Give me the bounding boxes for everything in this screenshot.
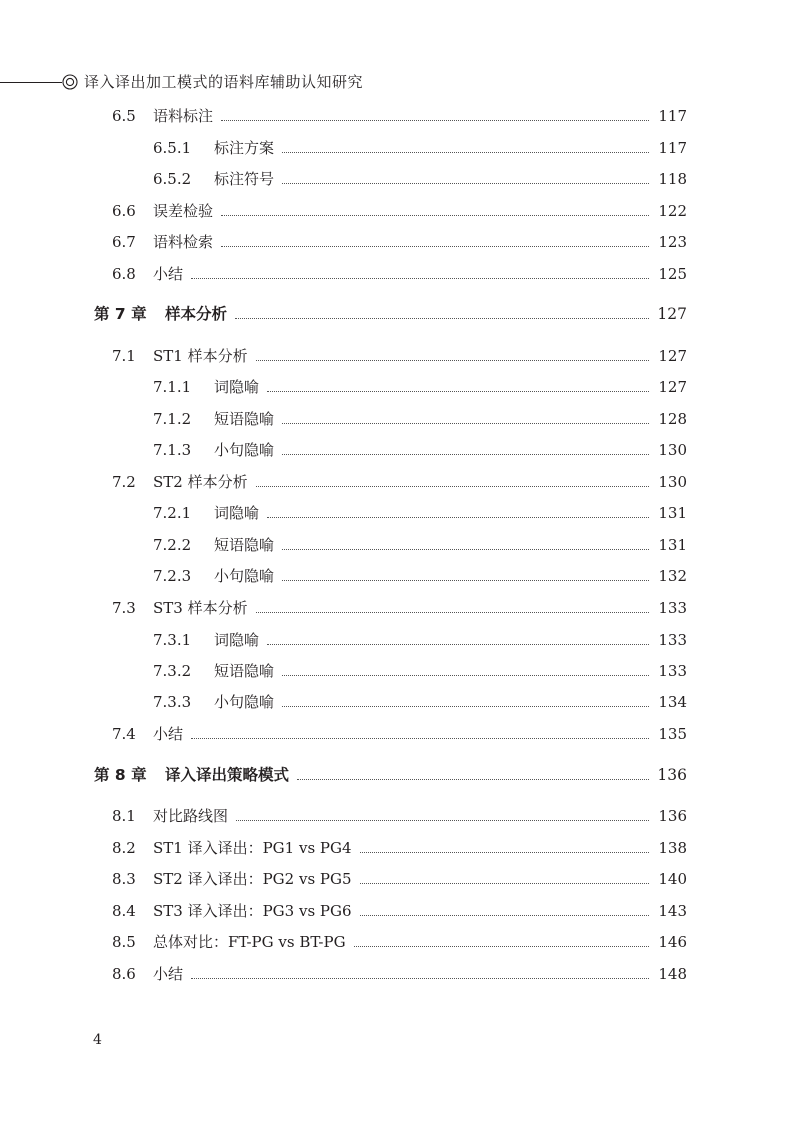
toc-page-number: 125 — [658, 265, 687, 283]
toc-entry-title: 标注符号 — [214, 170, 275, 188]
toc-page-number: 131 — [658, 536, 687, 554]
toc-dot-leader — [221, 246, 649, 247]
toc-entry-title: ST3 样本分析 — [153, 599, 248, 617]
toc-entry-title: 小结 — [153, 725, 184, 743]
toc-entry-number: 8.4 — [112, 902, 136, 920]
toc-entry-number: 8.6 — [112, 965, 136, 983]
toc-entry-title: ST2 样本分析 — [153, 473, 248, 491]
toc-entry-number: 7.2.3 — [153, 567, 192, 585]
toc-entry-title: 总体对比：FT-PG vs BT-PG — [153, 933, 346, 951]
toc-entry-title: 小结 — [153, 265, 184, 283]
toc-dot-leader — [267, 517, 649, 518]
toc-section-row[interactable] — [0, 928, 799, 956]
toc-entry-title: 小句隐喻 — [214, 441, 275, 459]
toc-dot-leader — [191, 738, 649, 739]
toc-dot-leader — [256, 486, 649, 487]
toc-entry-number: 6.6 — [112, 202, 136, 220]
toc-page-number: 127 — [657, 305, 687, 323]
toc-subsection-row[interactable] — [0, 626, 799, 654]
toc-page-number: 138 — [658, 839, 687, 857]
toc-dot-leader — [360, 915, 649, 916]
toc-entry-number: 第 7 章 — [94, 305, 147, 323]
toc-page-number: 117 — [658, 139, 687, 157]
toc-entry-title: 小句隐喻 — [214, 567, 275, 585]
toc-dot-leader — [267, 644, 649, 645]
toc-subsection-row[interactable] — [0, 405, 799, 433]
toc-entry-title: 短语隐喻 — [214, 536, 275, 554]
toc-entry-title: 语料检索 — [153, 233, 214, 251]
toc-section-row[interactable] — [0, 594, 799, 622]
toc-page-number: 131 — [658, 504, 687, 522]
toc-entry-title: 词隐喻 — [214, 378, 260, 396]
toc-entry-number: 7.3.3 — [153, 693, 192, 711]
toc-entry-number: 第 8 章 — [94, 766, 147, 784]
toc-entry-number: 7.2 — [112, 473, 136, 491]
toc-section-row[interactable] — [0, 834, 799, 862]
toc-subsection-row[interactable] — [0, 436, 799, 464]
toc-subsection-row[interactable] — [0, 373, 799, 401]
toc-entry-title: 语料标注 — [153, 107, 214, 125]
toc-entry-title: 译入译出策略模式 — [165, 766, 290, 784]
toc-dot-leader — [282, 675, 649, 676]
toc-entry-title: 标注方案 — [214, 139, 275, 157]
toc-dot-leader — [236, 820, 649, 821]
toc-section-row[interactable] — [0, 260, 799, 288]
toc-dot-leader — [267, 391, 649, 392]
page-number: 4 — [93, 1032, 102, 1048]
toc-entry-number: 8.3 — [112, 870, 136, 888]
toc-page-number: 140 — [658, 870, 687, 888]
toc-section-row[interactable] — [0, 228, 799, 256]
toc-dot-leader — [282, 152, 649, 153]
toc-entry-title: 短语隐喻 — [214, 662, 275, 680]
toc-entry-number: 7.2.1 — [153, 504, 192, 522]
toc-dot-leader — [297, 779, 649, 780]
toc-entry-number: 8.1 — [112, 807, 136, 825]
toc-page-number: 134 — [658, 693, 687, 711]
toc-dot-leader — [191, 278, 649, 279]
toc-subsection-row[interactable] — [0, 688, 799, 716]
toc-entry-number: 7.1.3 — [153, 441, 192, 459]
toc-page-number: 118 — [658, 170, 687, 188]
toc-entry-title: ST1 样本分析 — [153, 347, 248, 365]
toc-section-row[interactable] — [0, 960, 799, 988]
toc-section-row[interactable] — [0, 802, 799, 830]
toc-entry-number: 6.5.1 — [153, 139, 192, 157]
toc-entry-number: 7.3.1 — [153, 631, 192, 649]
toc-page-number: 136 — [657, 766, 687, 784]
toc-entry-number: 7.1 — [112, 347, 136, 365]
toc-subsection-row[interactable] — [0, 531, 799, 559]
toc-entry-title: 样本分析 — [165, 305, 228, 323]
toc-entry-title: ST3 译入译出：PG3 vs PG6 — [153, 902, 352, 920]
toc-section-row[interactable] — [0, 102, 799, 130]
toc-page-number: 133 — [658, 631, 687, 649]
toc-dot-leader — [235, 318, 649, 319]
toc-page-number: 122 — [658, 202, 687, 220]
toc-entry-number: 6.5.2 — [153, 170, 192, 188]
toc-page-number: 146 — [658, 933, 687, 951]
toc-chapter-row[interactable] — [0, 300, 799, 328]
toc-entry-title: 词隐喻 — [214, 631, 260, 649]
toc-entry-title: 对比路线图 — [153, 807, 229, 825]
toc-page-number: 128 — [658, 410, 687, 428]
toc-entry-number: 8.5 — [112, 933, 136, 951]
toc-subsection-row[interactable] — [0, 657, 799, 685]
toc-entry-number: 7.2.2 — [153, 536, 192, 554]
toc-page-number: 135 — [658, 725, 687, 743]
toc-dot-leader — [191, 978, 649, 979]
toc-page-number: 132 — [658, 567, 687, 585]
toc-entry-title: 短语隐喻 — [214, 410, 275, 428]
toc-dot-leader — [282, 706, 649, 707]
toc-dot-leader — [256, 360, 649, 361]
toc-entry-title: 误差检验 — [153, 202, 214, 220]
toc-section-row[interactable] — [0, 865, 799, 893]
toc-entry-number: 6.5 — [112, 107, 136, 125]
toc-page-number: 133 — [658, 599, 687, 617]
toc-dot-leader — [282, 423, 649, 424]
toc-dot-leader — [360, 852, 649, 853]
toc-section-row[interactable] — [0, 897, 799, 925]
toc-entry-title: 词隐喻 — [214, 504, 260, 522]
toc-page-number: 127 — [658, 378, 687, 396]
toc-dot-leader — [256, 612, 649, 613]
toc-dot-leader — [360, 883, 649, 884]
toc-page-number: 143 — [658, 902, 687, 920]
toc-dot-leader — [282, 580, 649, 581]
toc-entry-number: 6.8 — [112, 265, 136, 283]
toc-entry-number: 7.4 — [112, 725, 136, 743]
toc-page-number: 130 — [658, 441, 687, 459]
toc-page-number: 130 — [658, 473, 687, 491]
toc-entry-number: 7.3.2 — [153, 662, 192, 680]
toc-section-row[interactable] — [0, 197, 799, 225]
toc-dot-leader — [282, 183, 649, 184]
toc-entry-number: 7.3 — [112, 599, 136, 617]
toc-entry-title: ST1 译入译出：PG1 vs PG4 — [153, 839, 352, 857]
toc-dot-leader — [282, 549, 649, 550]
toc-dot-leader — [221, 215, 649, 216]
toc-chapter-row[interactable] — [0, 761, 799, 789]
toc-dot-leader — [282, 454, 649, 455]
header-title: 译入译出加工模式的语料库辅助认知研究 — [84, 73, 364, 91]
toc-page-number: 133 — [658, 662, 687, 680]
toc-entry-title: 小结 — [153, 965, 184, 983]
toc-subsection-row[interactable] — [0, 134, 799, 162]
toc-page-number: 148 — [658, 965, 687, 983]
toc-entry-title: ST2 译入译出：PG2 vs PG5 — [153, 870, 352, 888]
toc-subsection-row[interactable] — [0, 562, 799, 590]
toc-dot-leader — [354, 946, 649, 947]
toc-entry-title: 小句隐喻 — [214, 693, 275, 711]
toc-subsection-row[interactable] — [0, 165, 799, 193]
toc-dot-leader — [221, 120, 649, 121]
toc-entry-number: 7.1.1 — [153, 378, 192, 396]
toc-entry-number: 8.2 — [112, 839, 136, 857]
toc-page-number: 123 — [658, 233, 687, 251]
toc-page-number: 127 — [658, 347, 687, 365]
toc-page-number: 117 — [658, 107, 687, 125]
toc-entry-number: 6.7 — [112, 233, 136, 251]
toc-page-number: 136 — [658, 807, 687, 825]
toc-section-row[interactable] — [0, 720, 799, 748]
toc-subsection-row[interactable] — [0, 499, 799, 527]
toc-section-row[interactable] — [0, 468, 799, 496]
toc-entry-number: 7.1.2 — [153, 410, 192, 428]
toc-section-row[interactable] — [0, 342, 799, 370]
